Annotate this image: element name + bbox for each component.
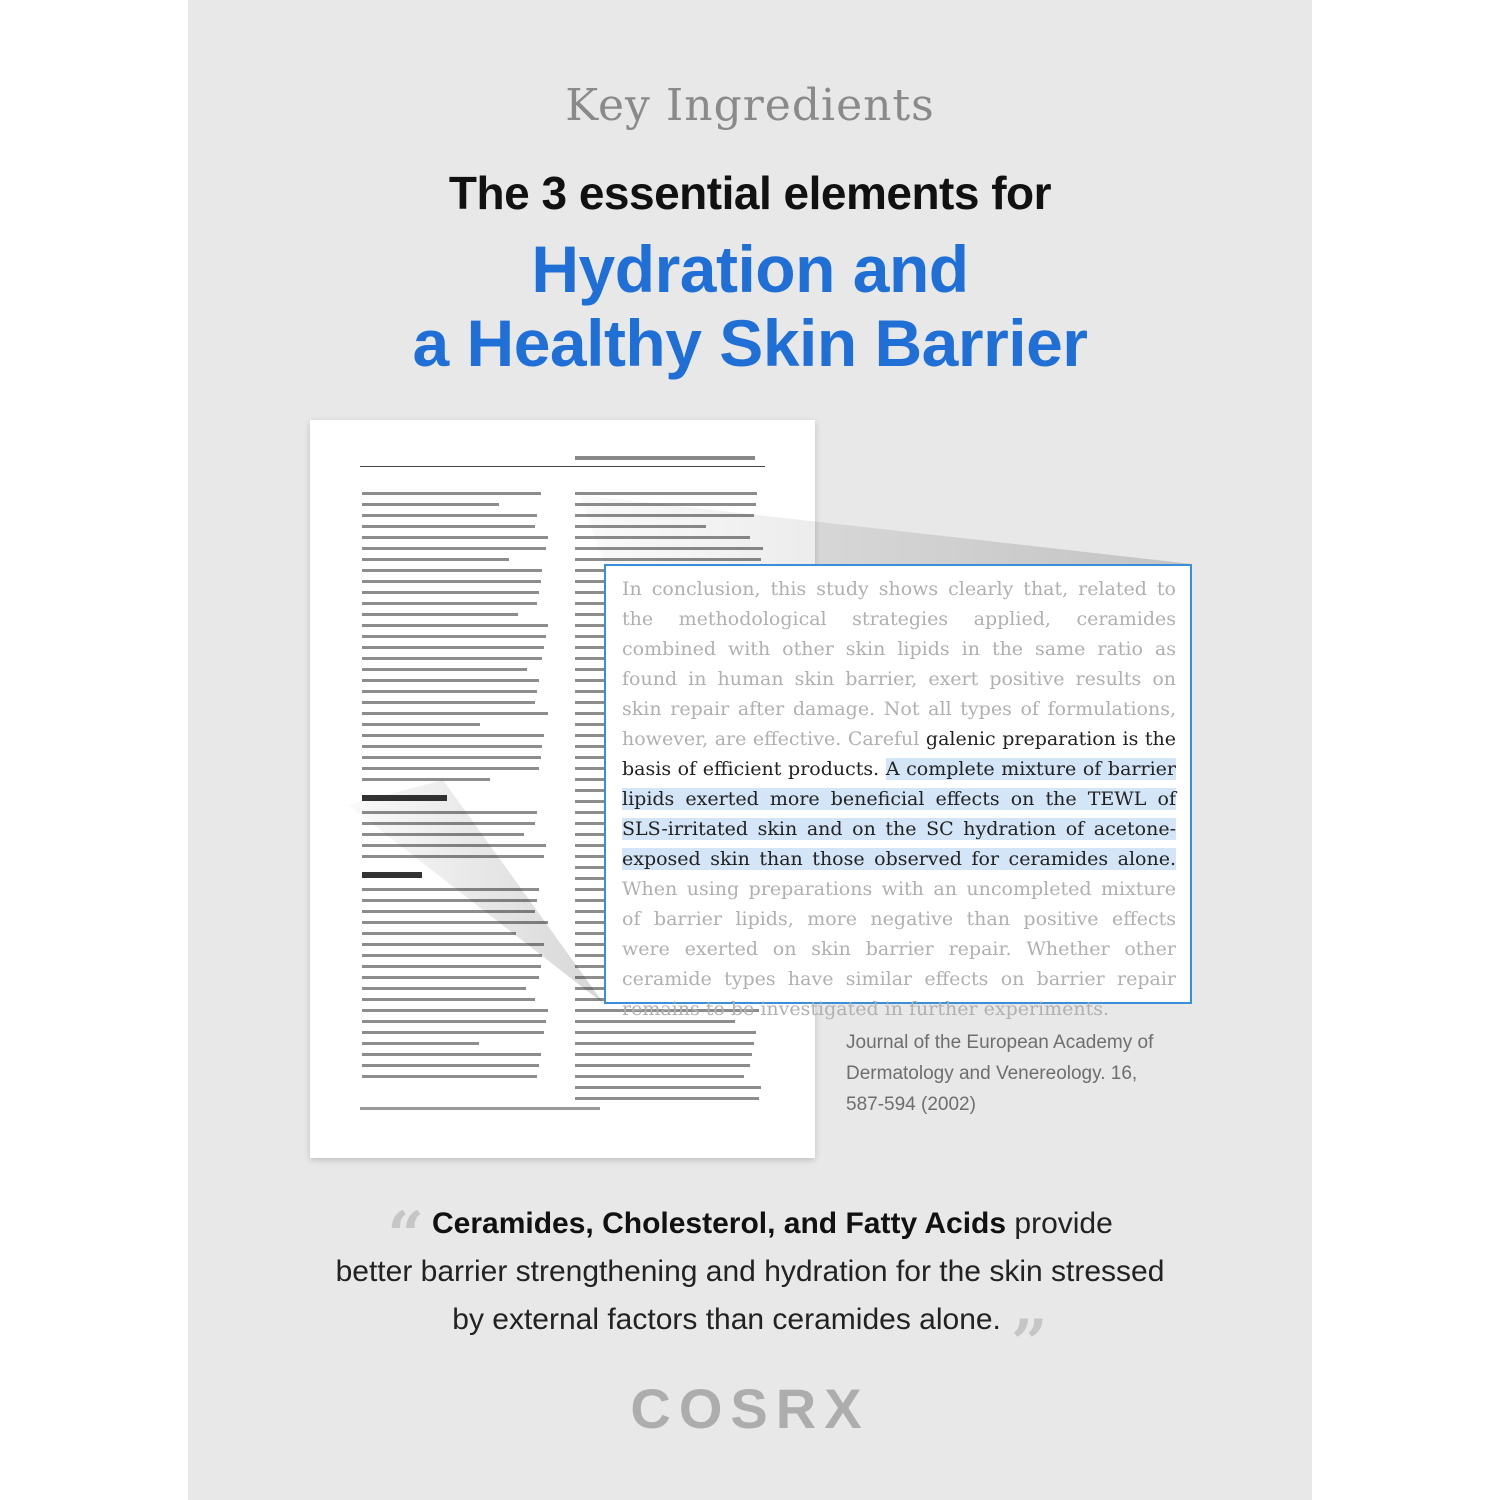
paper-text-line	[362, 899, 537, 902]
paper-text-line	[362, 1031, 544, 1034]
paper-text-line	[362, 723, 480, 726]
citation-line-1: Journal of the European Academy of	[846, 1032, 1154, 1053]
paper-text-line	[362, 767, 539, 770]
journal-citation	[846, 1027, 1176, 1120]
paper-text-line	[362, 635, 546, 638]
paper-text-line	[362, 536, 548, 539]
quote-line-2: better barrier strengthening and hydration for the skin stressed	[335, 1255, 1165, 1288]
paper-text-line	[362, 745, 542, 748]
paper-text-line	[362, 932, 516, 935]
quote-line-3-text: by external factors than ceramides alone.	[452, 1303, 1001, 1336]
paper-text-line	[362, 888, 539, 891]
paper-text-line	[362, 525, 535, 528]
paper-text-line	[362, 602, 537, 605]
paper-text-line	[362, 690, 537, 693]
paper-text-line	[362, 646, 544, 649]
section-eyebrow: Key Ingredients	[565, 80, 935, 131]
paper-text-line	[362, 569, 542, 572]
paper-text-line	[362, 503, 499, 506]
paper-text-line	[362, 591, 539, 594]
paper-text-line	[362, 734, 544, 737]
paper-text-line	[362, 811, 537, 814]
paper-left-column	[362, 492, 550, 1086]
zoomed-excerpt-text	[622, 574, 1176, 1024]
paper-text-line	[362, 855, 544, 858]
paper-text-line	[362, 624, 548, 627]
paper-text-line	[575, 1075, 744, 1078]
paper-text-line	[575, 536, 750, 539]
close-quote-icon: ”	[1010, 1306, 1048, 1381]
paper-text-line	[362, 679, 539, 682]
claim-quote	[188, 1198, 1312, 1381]
paper-text-line	[362, 1020, 546, 1023]
paper-text-line	[362, 965, 541, 968]
paper-text-line	[362, 712, 548, 715]
paper-text-line	[575, 503, 756, 506]
paper-footer	[360, 1107, 600, 1110]
paper-text-line	[575, 514, 754, 517]
quote-ingredients: Ceramides, Cholesterol, and Fatty Acids	[432, 1207, 1007, 1240]
paper-left-text-block	[362, 492, 550, 781]
excerpt-faded-start: In conclusion, this study shows clearly that, related to the methodological strategies applied, ceramides combined with other skin lipids in the same ratio as found in human skin barrier, exert positive results on skin repair after damage. Not all types of formulations, however, are effective. Careful	[622, 578, 1176, 750]
paper-text-line	[362, 547, 546, 550]
paper-text-line	[575, 492, 757, 495]
paper-text-line	[362, 580, 541, 583]
headline-line-1: Hydration and	[531, 232, 969, 306]
ingredient-panel	[188, 0, 1312, 1500]
quote-line-3	[188, 1296, 1312, 1381]
paper-text-line	[362, 954, 542, 957]
paper-text-line	[362, 701, 535, 704]
paper-text-line	[575, 1053, 752, 1056]
paper-text-line	[362, 833, 524, 836]
paper-text-line	[362, 613, 518, 616]
paper-text-line	[362, 1009, 548, 1012]
paper-text-line	[362, 943, 544, 946]
brand-logo: COSRX	[630, 1377, 870, 1440]
open-quote-icon: “	[387, 1198, 425, 1273]
excerpt-faded-end: When using preparations with an uncompleted mixture of barrier lipids, more negative than positive effects were exerted on skin barrier repair. Whether other ceramide types have similar effects on barrier repair remains to be investigated in further experiments.	[622, 878, 1176, 1020]
section-subtitle: The 3 essential elements for	[448, 167, 1052, 219]
paper-text-line	[362, 1053, 541, 1056]
paper-text-line	[575, 1031, 756, 1034]
paper-text-line	[575, 547, 763, 550]
paper-text-line	[362, 657, 542, 660]
citation-line-2: Dermatology and Venereology. 16,	[846, 1063, 1138, 1084]
paper-text-line	[362, 976, 539, 979]
paper-text-line	[362, 1064, 539, 1067]
paper-acknowledgements-heading	[362, 795, 447, 801]
quote-line-1-rest: provide	[1006, 1207, 1113, 1240]
paper-text-line	[362, 822, 535, 825]
paper-text-line	[575, 1086, 761, 1089]
paper-references-block	[362, 888, 550, 1078]
paper-text-line	[362, 844, 546, 847]
paper-text-line	[362, 998, 535, 1001]
paper-running-head-text	[575, 456, 755, 460]
paper-text-line	[362, 514, 537, 517]
paper-text-line	[362, 756, 541, 759]
headline-line-2: a Healthy Skin Barrier	[412, 306, 1088, 380]
paper-text-line	[362, 921, 548, 924]
paper-text-line	[362, 492, 541, 495]
paper-text-line	[575, 525, 706, 528]
excerpt-emphasis: galenic preparation is the basis of efficient products.	[622, 728, 1176, 780]
section-headline	[188, 232, 1312, 380]
paper-text-line	[362, 668, 527, 671]
paper-text-line	[362, 987, 526, 990]
paper-text-line	[575, 558, 761, 561]
paper-text-line	[362, 778, 490, 781]
paper-text-line	[575, 1097, 759, 1100]
zoomed-excerpt-box	[604, 564, 1192, 1020]
paper-ack-text-block	[362, 811, 550, 858]
excerpt-highlight: A complete mixture of barrier lipids exerted more beneficial effects on the TEWL of SLS-irritated skin and on the SC hydration of acetone-exposed skin than those observed for ceramides alone.	[622, 758, 1176, 870]
paper-text-line	[362, 1075, 537, 1078]
citation-line-3: 587-594 (2002)	[846, 1094, 976, 1115]
paper-text-line	[575, 1064, 750, 1067]
paper-text-line	[362, 558, 509, 561]
paper-text-line	[575, 1042, 754, 1045]
paper-text-line	[362, 910, 535, 913]
paper-text-line	[362, 1042, 479, 1045]
paper-references-heading	[362, 872, 422, 878]
